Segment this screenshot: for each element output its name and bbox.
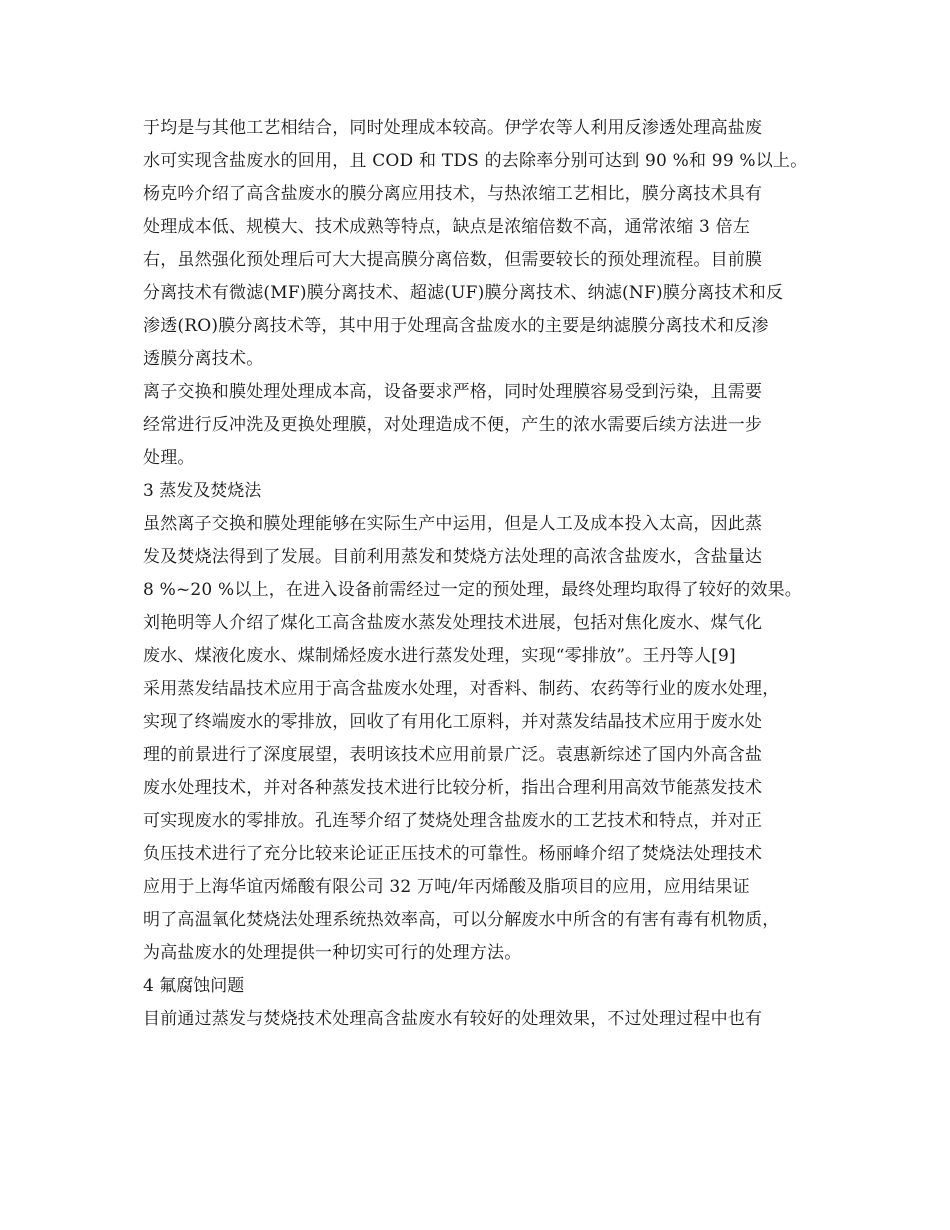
text-line: 经常进行反冲洗及更换处理膜，对处理造成不便，产生的浓水需要后续方法进一步	[143, 415, 763, 435]
paragraph-membrane-tech	[143, 112, 823, 376]
text-line: 透膜分离技术。	[143, 349, 264, 369]
text-line: 于均是与其他工艺相结合，同时处理成本较高。伊学农等人利用反渗透处理高盐废	[143, 118, 763, 138]
text-line: 目前通过蒸发与焚烧技术处理高含盐废水有较好的处理效果，不过处理过程中也有	[143, 1009, 763, 1029]
text-line: 废水、煤液化废水、煤制烯烃废水进行蒸发处理，实现“零排放”。王丹等人[9]	[143, 646, 736, 666]
text-line: 明了高温氧化焚烧法处理系统热效率高，可以分解废水中所含的有害有毒有机物质，	[143, 910, 780, 930]
text-line: 实现了终端废水的零排放，回收了有用化工原料，并对蒸发结晶技术应用于废水处	[143, 712, 763, 732]
text-line: 渗透(RO)膜分离技术等，其中用于处理高含盐废水的主要是纳滤膜分离技术和反渗	[143, 316, 769, 336]
text-line: 分离技术有微滤(MF)膜分离技术、超滤(UF)膜分离技术、纳滤(NF)膜分离技术和反	[143, 283, 784, 303]
text-line: 刘艳明等人介绍了煤化工高含盐废水蒸发处理技术进展，包括对焦化废水、煤气化	[143, 613, 763, 633]
text-line: 右，虽然强化预处理后可大大提高膜分离倍数，但需要较长的预处理流程。目前膜	[143, 250, 763, 270]
text-line: 8 %~20 %以上，在进入设备前需经过一定的预处理，最终处理均取得了较好的效果。	[143, 580, 803, 600]
text-line: 为高盐废水的处理提供一种切实可行的处理方法。	[143, 943, 522, 963]
paragraph-ion-exchange-cost	[143, 376, 823, 475]
section-heading-evaporation: 3 蒸发及焚烧法	[143, 481, 262, 501]
paragraph-fluorine-intro	[143, 1003, 823, 1036]
document-page	[143, 112, 823, 1036]
text-line: 理的前景进行了深度展望，表明该技术应用前景广泛。袁惠新综述了国内外高含盐	[143, 745, 763, 765]
text-line: 可实现废水的零排放。孔连琴介绍了焚烧处理含盐废水的工艺技术和特点，并对正	[143, 811, 763, 831]
text-line: 采用蒸发结晶技术应用于高含盐废水处理，对香料、制药、农药等行业的废水处理，	[143, 679, 780, 699]
text-line: 应用于上海华谊丙烯酸有限公司 32 万吨/年丙烯酸及脂项目的应用，应用结果证	[143, 877, 750, 897]
text-line: 废水处理技术，并对各种蒸发技术进行比较分析，指出合理利用高效节能蒸发技术	[143, 778, 763, 798]
section-heading-fluorine-corrosion: 4 氟腐蚀问题	[143, 976, 245, 996]
text-line: 处理。	[143, 448, 195, 468]
text-line: 虽然离子交换和膜处理能够在实际生产中运用，但是人工及成本投入太高，因此蒸	[143, 514, 763, 534]
text-line: 杨克吟介绍了高含盐废水的膜分离应用技术，与热浓缩工艺相比，膜分离技术具有	[143, 184, 763, 204]
text-line: 处理成本低、规模大、技术成熟等特点，缺点是浓缩倍数不高，通常浓缩 3 倍左	[143, 217, 751, 237]
text-line: 离子交换和膜处理处理成本高，设备要求严格，同时处理膜容易受到污染，且需要	[143, 382, 763, 402]
text-line: 水可实现含盐废水的回用，且 COD 和 TDS 的去除率分别可达到 90 %和 99 %以上。	[143, 151, 808, 171]
text-line: 负压技术进行了充分比较来论证正压技术的可靠性。杨丽峰介绍了焚烧法处理技术	[143, 844, 763, 864]
paragraph-evaporation-incineration	[143, 508, 823, 970]
text-line: 发及焚烧法得到了发展。目前利用蒸发和焚烧方法处理的高浓含盐废水，含盐量达	[143, 547, 763, 567]
